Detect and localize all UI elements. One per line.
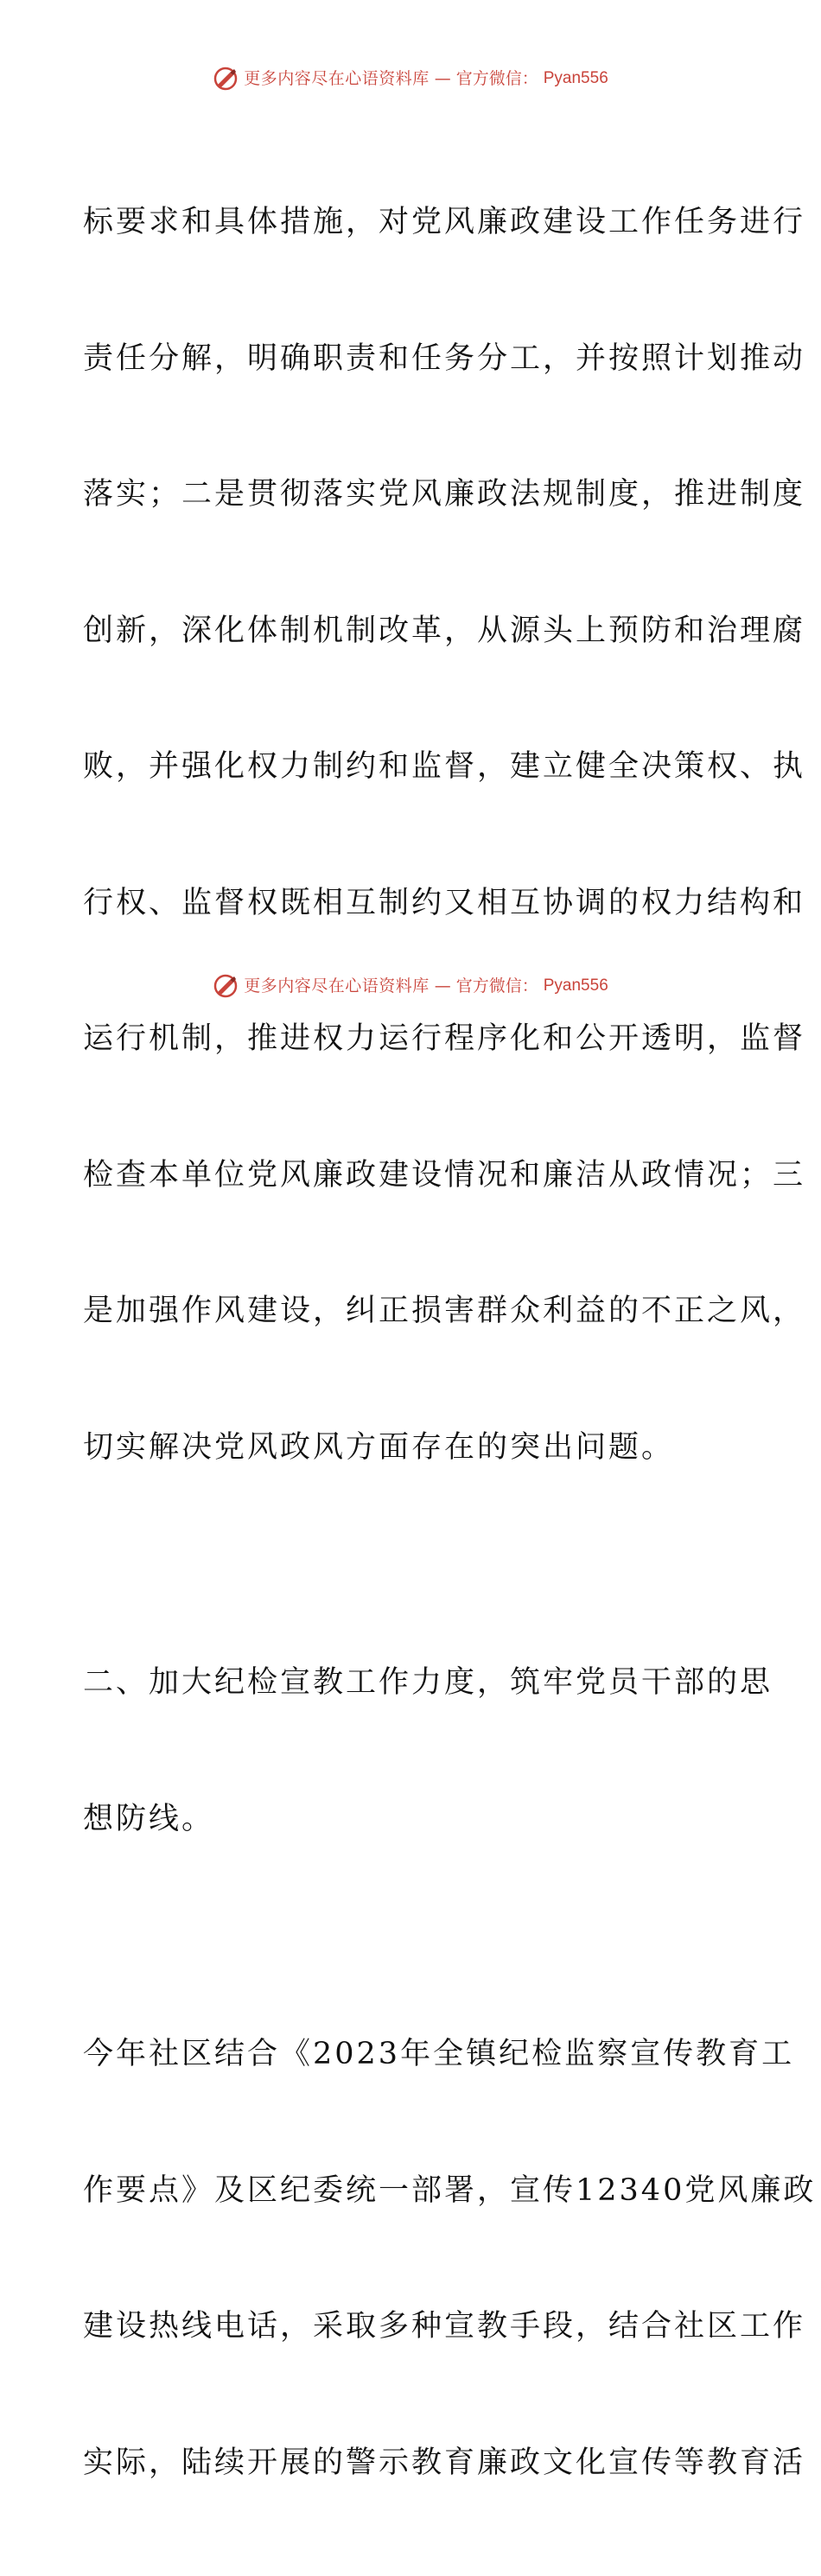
- paragraph-line: 作要点》及区纪委统一部署，宣传12340党风廉政: [83, 2172, 817, 2208]
- paragraph-line: 是加强作风建设，纠正损害群众利益的不正之风，: [83, 1294, 806, 1328]
- brush-logo-icon: [213, 973, 239, 999]
- heading-line: 想防线。: [83, 1801, 215, 1836]
- paragraph-line: 责任分解，明确职责和任务分工，并按照计划推动: [83, 340, 806, 376]
- paragraph-line: 建设热线电话，采取多种宣教手段，结合社区工作: [83, 2309, 806, 2344]
- watermark-site-text: 更多内容尽在心语资料库: [244, 976, 430, 995]
- body-paragraph-3: [83, 1941, 817, 2576]
- watermark-wechat-id: Pyan556: [543, 976, 608, 995]
- paragraph-line: 实际，陆续开展的警示教育廉政文化宣传等教育活: [83, 2445, 806, 2480]
- header-watermark: [0, 66, 821, 92]
- document-body: [83, 109, 817, 2576]
- body-paragraph-1: [83, 109, 806, 1561]
- heading-line: 二、加大纪检宣教工作力度，筑牢党员干部的思: [83, 1665, 773, 1700]
- paragraph-line: 运行机制，推进权力运行程序化和公开透明，监督: [83, 1021, 806, 1056]
- paragraph-line: 落实；二是贯彻落实党风廉政法规制度，推进制度: [83, 477, 806, 512]
- footer-watermark: [0, 973, 821, 999]
- paragraph-line: 标要求和具体措施，对党风廉政建设工作任务进行: [83, 205, 806, 239]
- brush-logo-icon: [213, 66, 239, 92]
- watermark-wechat-label: 官方微信：: [455, 69, 538, 88]
- paragraph-line: 检查本单位党风廉政建设情况和廉洁从政情况；三: [83, 1157, 806, 1193]
- watermark-separator: —: [434, 976, 451, 995]
- section-heading-2: [83, 1569, 773, 1932]
- watermark-wechat-id: Pyan556: [543, 69, 608, 87]
- paragraph-line: 创新，深化体制机制改革，从源头上预防和治理腐: [83, 613, 806, 648]
- watermark-wechat-label: 官方微信：: [455, 976, 538, 995]
- watermark-site-text: 更多内容尽在心语资料库: [244, 69, 430, 88]
- watermark-separator: —: [434, 69, 451, 88]
- paragraph-line: 切实解决党风政风方面存在的突出问题。: [83, 1429, 675, 1465]
- paragraph-line: 败，并强化权力制约和监督，建立健全决策权、执: [83, 749, 806, 784]
- paragraph-line: 今年社区结合《2023年全镇纪检监察宣传教育工: [83, 2037, 795, 2071]
- paragraph-line: 行权、监督权既相互制约又相互协调的权力结构和: [83, 885, 806, 920]
